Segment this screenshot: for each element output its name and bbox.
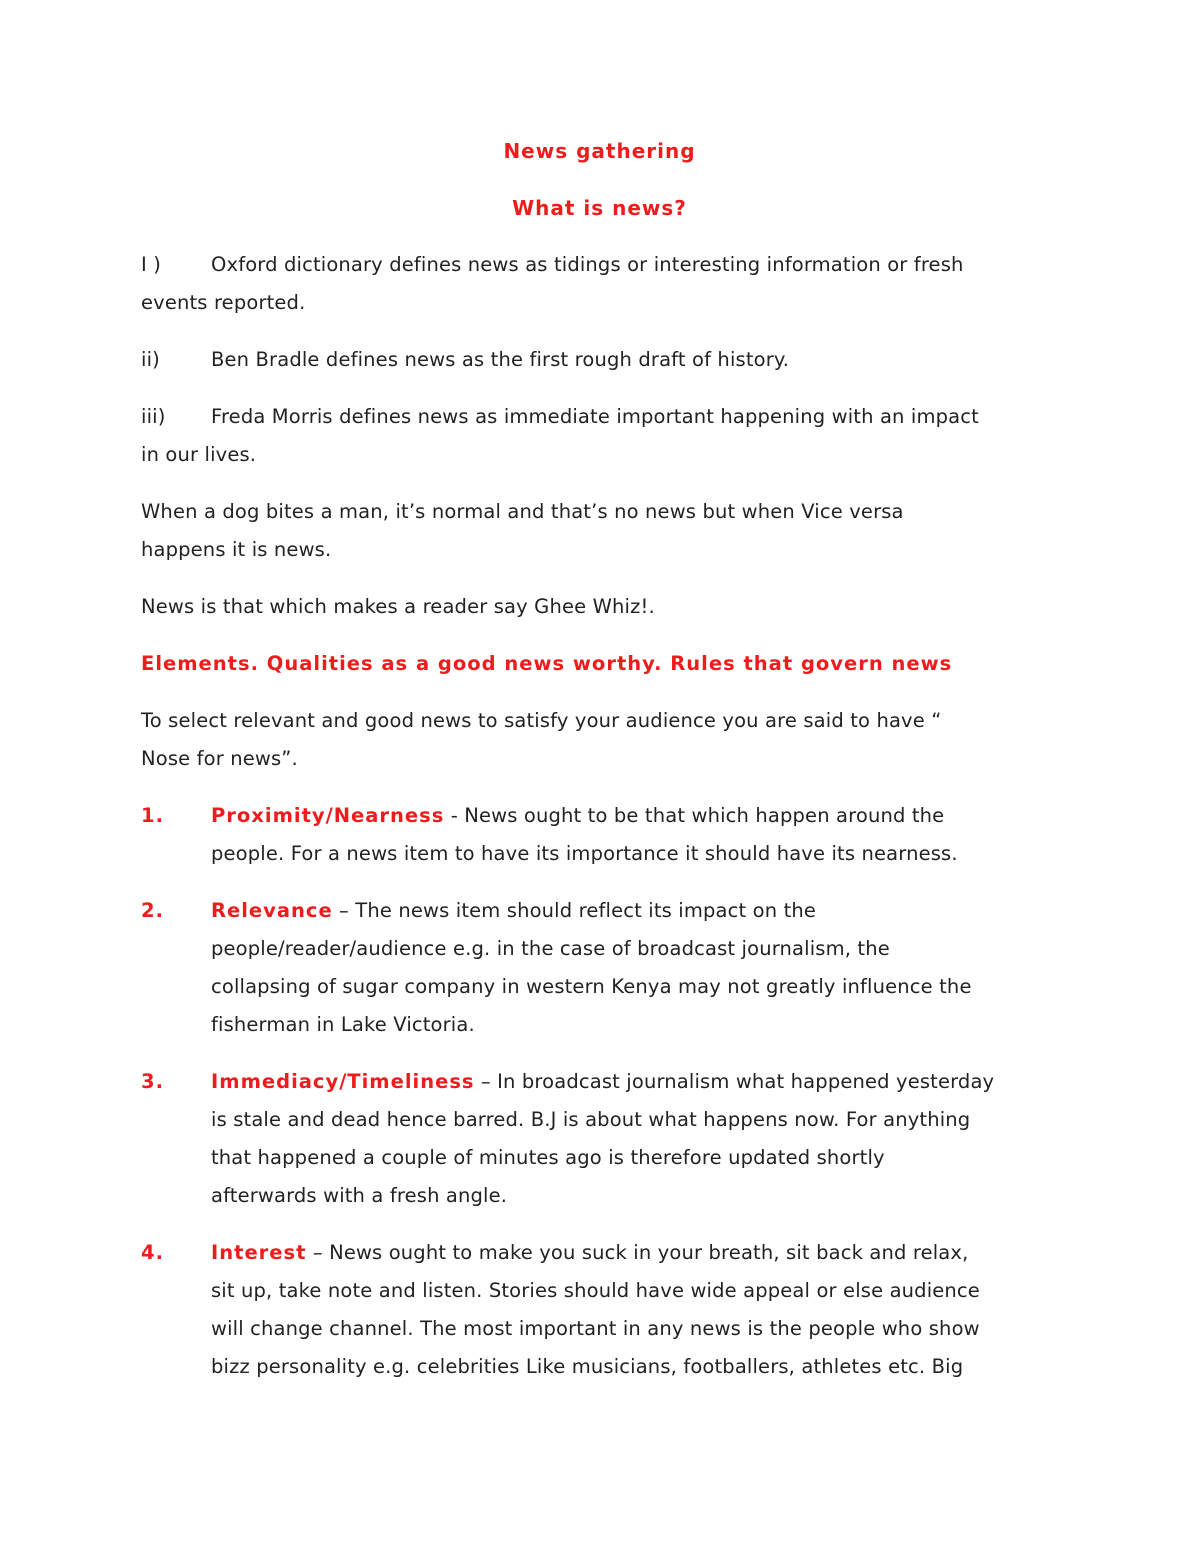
list-item-line: News ought to be that which happen around the [464, 804, 945, 827]
paragraph-line: happens it is news. [141, 538, 332, 561]
list-item-line: collapsing of sugar company in western Kenya may not greatly influence the [211, 975, 972, 998]
list-item-term: Immediacy/Timeliness [211, 1070, 475, 1093]
list-item-line: fisherman in Lake Victoria. [211, 1013, 475, 1036]
definition-number: iii) [141, 405, 166, 428]
elements-heading: Elements. Qualities as a good news worthy. Rules that govern news [141, 652, 953, 675]
list-item-body [211, 892, 1056, 1044]
paragraph-line: When a dog bites a man, it’s normal and that’s no news but when Vice versa [141, 500, 904, 523]
list-item-line: afterwards with a fresh angle. [211, 1184, 508, 1207]
document-page [141, 130, 1056, 1386]
list-item-term: Interest [211, 1241, 307, 1264]
list-item-line: In broadcast journalism what happened yesterday [497, 1070, 995, 1093]
list-item-term: Proximity/Nearness [211, 804, 445, 827]
definition-number: ii) [141, 348, 160, 371]
list-item-separator: - [444, 804, 465, 827]
paragraph-line: To select relevant and good news to satisfy your audience you are said to have “ [141, 709, 942, 732]
list-item-separator: – [474, 1070, 498, 1093]
list-item-interest [141, 1234, 1056, 1386]
list-item-relevance [141, 892, 1056, 1044]
definition-text: Freda Morris defines news as immediate important happening with an impact [211, 405, 979, 428]
list-item-line: The news item should reflect its impact on the [355, 899, 817, 922]
document-subtitle: What is news? [512, 196, 687, 220]
document-title: News gathering [503, 139, 696, 163]
list-item-body [211, 1063, 1056, 1215]
list-item-number: 1. [141, 804, 164, 827]
definition-continuation: events reported. [141, 291, 306, 314]
paragraph-dog-bites [141, 493, 1056, 569]
definition-1 [141, 246, 1056, 322]
list-item-body [211, 1234, 1056, 1386]
list-item-line: will change channel. The most important in any news is the people who show [211, 1317, 980, 1340]
definition-number: I ) [141, 253, 162, 276]
list-item-term: Relevance [211, 899, 333, 922]
definition-text: Ben Bradle defines news as the first rough draft of history. [211, 348, 790, 371]
list-item-proximity [141, 797, 1056, 873]
list-item-line: that happened a couple of minutes ago is therefore updated shortly [211, 1146, 885, 1169]
list-item-number: 2. [141, 899, 164, 922]
list-item-line: bizz personality e.g. celebrities Like musicians, footballers, athletes etc. Big [211, 1355, 964, 1378]
definition-2 [141, 341, 1056, 379]
paragraph-nose-for-news [141, 702, 1056, 778]
list-item-immediacy [141, 1063, 1056, 1215]
list-item-separator: – [306, 1241, 330, 1264]
definition-continuation: in our lives. [141, 443, 257, 466]
list-item-separator: – [332, 899, 356, 922]
paragraph-line: Nose for news”. [141, 747, 298, 770]
definition-text: Oxford dictionary defines news as tidings or interesting information or fresh [211, 253, 964, 276]
paragraph-ghee-whiz: News is that which makes a reader say Ghee Whiz!. [141, 595, 655, 618]
list-item-line: News ought to make you suck in your breath, sit back and relax, [329, 1241, 969, 1264]
list-item-body [211, 797, 1056, 873]
list-item-number: 4. [141, 1241, 164, 1264]
list-item-number: 3. [141, 1070, 164, 1093]
list-item-line: people. For a news item to have its importance it should have its nearness. [211, 842, 958, 865]
list-item-line: people/reader/audience e.g. in the case of broadcast journalism, the [211, 937, 890, 960]
definition-3 [141, 398, 1056, 474]
list-item-line: sit up, take note and listen. Stories should have wide appeal or else audience [211, 1279, 980, 1302]
list-item-line: is stale and dead hence barred. B.J is about what happens now. For anything [211, 1108, 971, 1131]
